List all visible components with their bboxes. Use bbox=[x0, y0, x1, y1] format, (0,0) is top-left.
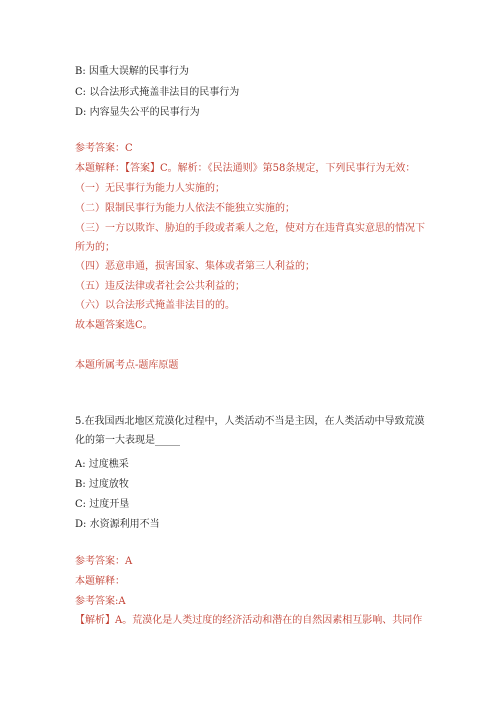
q4-conclusion: 故本题答案选C。 bbox=[75, 320, 153, 331]
q5-reference-answer: 参考答案：A bbox=[75, 556, 133, 567]
q5-option-c: C: 过度开垦 bbox=[75, 499, 130, 510]
q4-explanation-line: （二）限制民事行为能力人依法不能独立实施的； bbox=[75, 203, 295, 214]
q4-explanation-line: （五）违反法律或者社会公共利益的； bbox=[75, 281, 245, 292]
q5-option-a: A: 过度樵采 bbox=[75, 459, 129, 470]
q4-explanation-line: 本题解释：【答案】C。解析：《民法通则》第58条规定，下列民事行为无效： bbox=[75, 163, 416, 174]
q5-explanation-label: 本题解释： bbox=[75, 576, 125, 587]
q5-analysis: 【解析】A。荒漠化是人类过度的经济活动和潜在的自然因素相互影响、共同作 bbox=[75, 615, 423, 626]
q4-reference-answer: 参考答案：C bbox=[75, 143, 133, 154]
q4-option-d: D: 内容显失公平的民事行为 bbox=[75, 107, 200, 118]
q4-topic: 本题所属考点-题库原题 bbox=[75, 360, 179, 371]
q5-option-d: D: 水资源利用不当 bbox=[75, 519, 160, 530]
q4-explanation-line: （四）恶意串通，损害国家、集体或者第三人利益的； bbox=[75, 261, 315, 272]
q4-explanation-line: （六）以合法形式掩盖非法目的的。 bbox=[75, 300, 235, 311]
q5-reference-answer-2: 参考答案:A bbox=[75, 596, 126, 607]
q4-option-b: B: 因重大误解的民事行为 bbox=[75, 66, 189, 77]
q4-explanation-line: （一）无民事行为能力人实施的； bbox=[75, 183, 225, 194]
q4-explanation-line: （三）一方以欺诈、胁迫的手段或者乘人之危，使对方在违背真实意思的情况下所为的； bbox=[75, 223, 425, 253]
q5-stem: 5.在我国西北地区荒漠化过程中，人类活动不当是主因，在人类活动中导致荒漠化的第一大表现是_____ bbox=[75, 416, 425, 446]
q5-option-b: B: 过度放牧 bbox=[75, 479, 129, 490]
q4-option-c: C: 以合法形式掩盖非法目的民事行为 bbox=[75, 87, 240, 98]
